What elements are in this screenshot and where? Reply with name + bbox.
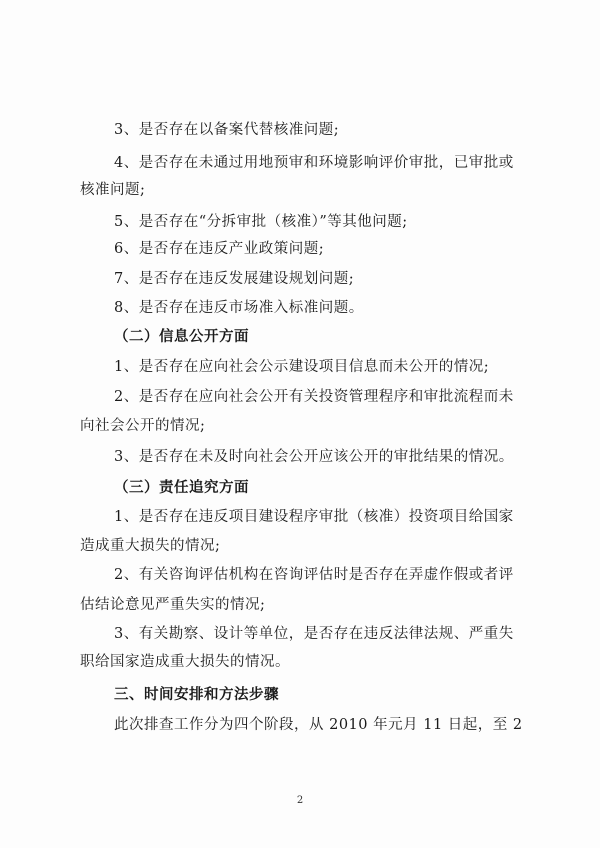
text-line-7: 8、是否存在违反市场准入标准问题。: [114, 300, 364, 316]
section-heading-accountability: （三）责任追究方面: [114, 479, 249, 496]
section-heading-info-disclosure: （二）信息公开方面: [114, 328, 249, 345]
text-line-1: 3、是否存在以备案代替核准问题;: [114, 122, 340, 138]
section-heading-schedule: 三、时间安排和方法步骤: [114, 686, 279, 703]
text-line-11: 向社会公开的情况;: [80, 418, 206, 434]
text-line-6: 7、是否存在违反发展建设规划问题;: [114, 271, 355, 287]
text-line-9: 1、是否存在应向社会公示建设项目信息而未公开的情况;: [114, 359, 490, 375]
text-line-19: 职给国家造成重大损失的情况。: [80, 654, 290, 670]
text-line-21: 此次排查工作分为四个阶段，从 2010 年元月 11 日起，至 2: [114, 717, 523, 733]
page-number: 2: [296, 795, 304, 806]
text-line-2: 4、是否存在未通过用地预审和环境影响评价审批，已审批或: [114, 155, 514, 171]
text-line-16: 2、有关咨询评估机构在咨询评估时是否存在弄虚作假或者评: [114, 567, 514, 583]
text-line-12: 3、是否存在未及时向社会公开应该公开的审批结果的情况。: [114, 449, 514, 465]
text-line-4: 5、是否存在“分拆审批（核准）”等其他问题;: [114, 214, 408, 230]
text-line-5: 6、是否存在违反产业政策问题;: [114, 241, 325, 257]
text-line-18: 3、有关勘察、设计等单位，是否存在违反法律法规、严重失: [114, 626, 514, 642]
text-line-17: 估结论意见严重失实的情况;: [80, 597, 266, 613]
text-line-10: 2、是否存在应向社会公开有关投资管理程序和审批流程而未: [114, 389, 514, 405]
text-line-3: 核准问题;: [80, 182, 146, 198]
text-line-14: 1、是否存在违反项目建设程序审批（核准）投资项目给国家: [114, 509, 514, 525]
text-line-15: 造成重大损失的情况;: [80, 538, 221, 554]
